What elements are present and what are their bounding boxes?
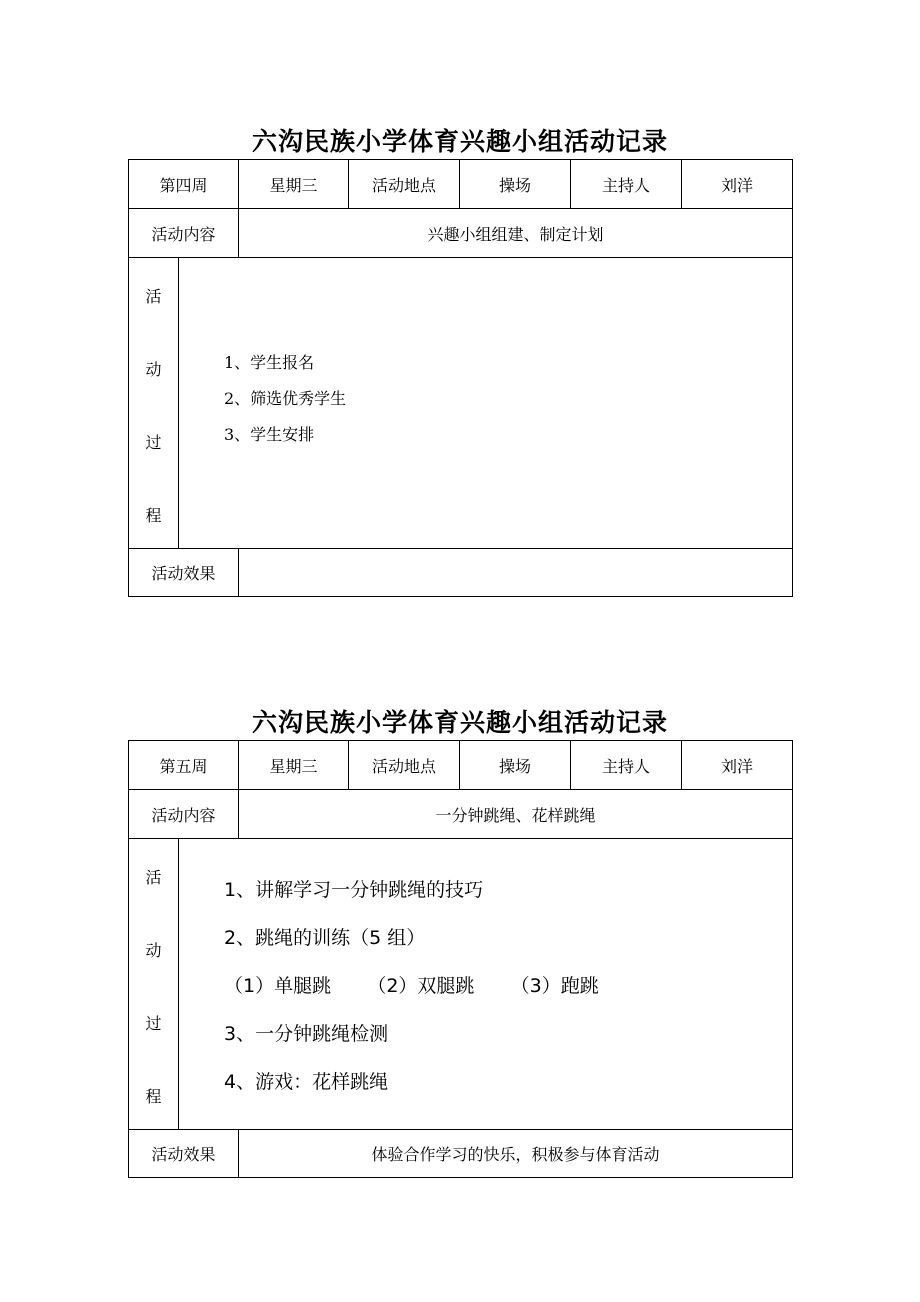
weekday-cell: 星期三: [239, 741, 349, 790]
location-cell: 操场: [460, 160, 571, 209]
content-cell: 一分钟跳绳、花样跳绳: [239, 790, 793, 839]
process-label-char: 活: [145, 287, 162, 306]
week-cell: 第四周: [129, 160, 239, 209]
location-label-cell: 活动地点: [349, 160, 460, 209]
process-label-char: 过: [145, 1014, 162, 1033]
process-line: （1）单腿跳 （2）双腿跳 （3）跑跳: [224, 975, 599, 997]
record-title: 六沟民族小学体育兴趣小组活动记录: [251, 127, 668, 156]
effect-cell: 体验合作学习的快乐，积极参与体育活动: [239, 1130, 793, 1178]
content-label-cell: 活动内容: [129, 790, 239, 839]
process-line: 3、一分钟跳绳检测: [224, 1023, 389, 1045]
process-line: 4、游戏：花样跳绳: [224, 1071, 389, 1093]
location-label-cell: 活动地点: [349, 741, 460, 790]
process-line: 1、讲解学习一分钟跳绳的技巧: [224, 879, 484, 901]
process-label-char: 程: [145, 1087, 162, 1106]
process-label-char: 动: [145, 360, 162, 379]
process-label-char: 过: [145, 433, 162, 452]
host-label-cell: 主持人: [571, 741, 682, 790]
week-cell: 第五周: [129, 741, 239, 790]
host-label-cell: 主持人: [571, 160, 682, 209]
record-table: [128, 740, 793, 1178]
process-cell: [179, 839, 793, 1130]
effect-cell: [239, 549, 793, 597]
effect-label-cell: 活动效果: [129, 549, 239, 597]
process-line: 3、学生安排: [224, 425, 315, 444]
record-title: 六沟民族小学体育兴趣小组活动记录: [251, 708, 668, 737]
process-label-cell: [129, 839, 179, 1130]
process-label-char: 活: [145, 868, 162, 887]
process-line: 1、学生报名: [224, 353, 315, 372]
host-cell: 刘洋: [682, 741, 793, 790]
process-label-char: 动: [145, 941, 162, 960]
process-label-char: 程: [145, 506, 162, 525]
weekday-cell: 星期三: [239, 160, 349, 209]
content-label-cell: 活动内容: [129, 209, 239, 258]
content-cell: 兴趣小组组建、制定计划: [239, 209, 793, 258]
process-cell: [179, 258, 793, 549]
record-table: [128, 159, 793, 597]
effect-label-cell: 活动效果: [129, 1130, 239, 1178]
process-line: 2、跳绳的训练（5 组）: [224, 927, 426, 949]
host-cell: 刘洋: [682, 160, 793, 209]
process-label-cell: [129, 258, 179, 549]
process-line: 2、筛选优秀学生: [224, 389, 347, 408]
location-cell: 操场: [460, 741, 571, 790]
activity-record-week5: [128, 693, 792, 1178]
activity-record-week4: [128, 112, 792, 597]
